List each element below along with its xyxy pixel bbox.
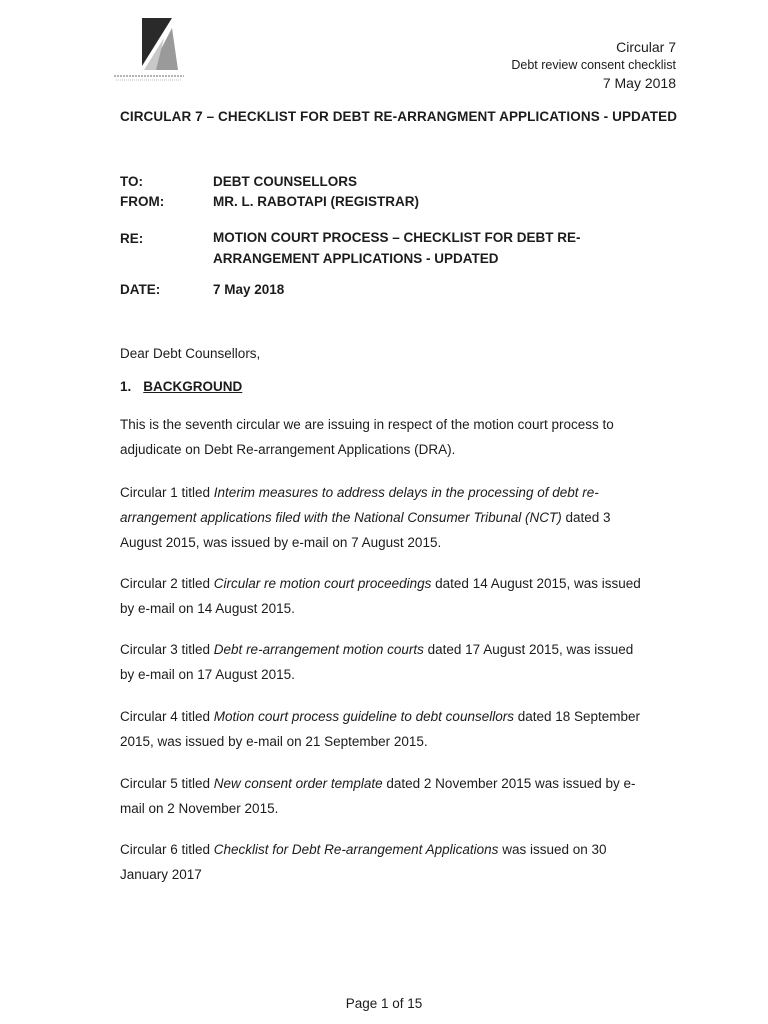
text-fragment: dated 3 August 2015, was issued by e-mail on 7 August 2015. xyxy=(120,510,611,550)
re-value-line2: ARRANGEMENT APPLICATIONS - UPDATED xyxy=(213,251,499,266)
document-title: CIRCULAR 7 – CHECKLIST FOR DEBT RE-ARRANGMENT APPLICATIONS - UPDATED xyxy=(120,109,678,124)
to-label: TO: xyxy=(120,174,143,189)
circular-1-title: Interim measures to address delays in the processing of debt re-arrangement applications filed with the National Consumer Tribunal (NCT) xyxy=(120,485,599,525)
circular-3-title: Debt re-arrangement motion courts xyxy=(213,642,424,657)
section-number: 1. xyxy=(120,379,132,394)
date-label: DATE: xyxy=(120,282,161,297)
to-value: DEBT COUNSELLORS xyxy=(213,174,358,189)
page-number: Page 1 of 15 xyxy=(345,996,423,1011)
re-value xyxy=(213,227,613,269)
text-fragment: dated 2 November 2015 was issued by e-mail on 2 November 2015. xyxy=(120,776,636,816)
paragraph-circular-4 xyxy=(120,704,650,754)
text-fragment: Circular 3 titled xyxy=(120,642,214,657)
text-fragment: Circular 6 titled xyxy=(120,842,214,857)
from-label: FROM: xyxy=(120,194,165,209)
text-fragment: dated 17 August 2015, was issued by e-mail on 17 August 2015. xyxy=(120,642,634,682)
paragraph-circular-5 xyxy=(120,771,650,821)
section-title: BACKGROUND xyxy=(143,379,243,394)
paragraph-circular-3 xyxy=(120,637,650,687)
salutation: Dear Debt Counsellors, xyxy=(120,346,261,361)
text-fragment: dated 14 August 2015, was issued by e-mail on 14 August 2015. xyxy=(120,576,641,616)
subject-short: Debt review consent checklist xyxy=(511,58,676,72)
from-value: MR. L. RABOTAPI (REGISTRAR) xyxy=(213,194,419,209)
paragraph-circular-1 xyxy=(120,480,650,555)
re-value-line1: MOTION COURT PROCESS – CHECKLIST FOR DEBT RE- xyxy=(213,230,581,245)
re-label: RE: xyxy=(120,231,144,246)
text-fragment: Circular 2 titled xyxy=(120,576,214,591)
circular-6-title: Checklist for Debt Re-arrangement Applications xyxy=(213,842,499,857)
circular-2-title: Circular re motion court proceedings xyxy=(213,576,432,591)
section-heading xyxy=(120,379,242,394)
text-fragment: Circular 5 titled xyxy=(120,776,214,791)
text-fragment: Circular 1 titled xyxy=(120,485,214,500)
paragraph-circular-2 xyxy=(120,571,650,621)
document-header xyxy=(511,38,676,92)
text-fragment: was issued on 30 January 2017 xyxy=(120,842,607,882)
tribunal-logo xyxy=(112,14,186,84)
circular-4-title: Motion court process guideline to debt counsellors xyxy=(213,709,514,724)
date-value: 7 May 2018 xyxy=(213,282,285,297)
header-date: 7 May 2018 xyxy=(602,75,676,91)
text-fragment: dated 18 September 2015, was issued by e-mail on 21 September 2015. xyxy=(120,709,641,749)
text-fragment: Circular 4 titled xyxy=(120,709,214,724)
circular-5-title: New consent order template xyxy=(213,776,383,791)
paragraph-circular-6 xyxy=(120,837,650,887)
circular-label: Circular 7 xyxy=(616,39,676,55)
paragraph-intro: This is the seventh circular we are issuing in respect of the motion court process to adjudicate on Debt Re-arrangement Applications (DRA). xyxy=(120,417,614,457)
